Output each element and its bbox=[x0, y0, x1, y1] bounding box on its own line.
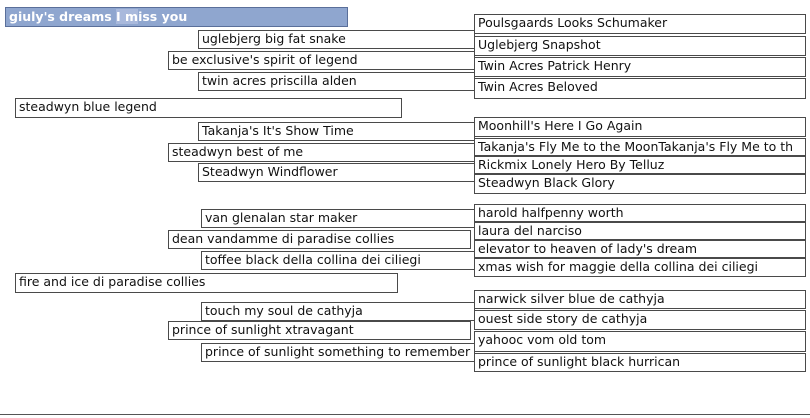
bottom-divider bbox=[0, 414, 810, 415]
sire-name[interactable]: steadwyn blue legend bbox=[15, 98, 402, 118]
root-name-part-2: iss you bbox=[138, 9, 188, 24]
dsdd-name[interactable]: xmas wish for maggie della collina dei ciliegi bbox=[474, 258, 806, 277]
dsds-name[interactable]: elevator to heaven of lady's dream bbox=[474, 240, 806, 258]
dam-dam-name[interactable]: prince of sunlight xtravagant bbox=[168, 321, 471, 340]
sdd-name[interactable]: Steadwyn Windflower bbox=[198, 163, 475, 182]
ddds-name[interactable]: yahooc vom old tom bbox=[474, 331, 806, 352]
sss-name[interactable]: uglebjerg big fat snake bbox=[198, 30, 475, 49]
ssdd-name[interactable]: Twin Acres Beloved bbox=[474, 78, 806, 99]
sddd-name[interactable]: Steadwyn Black Glory bbox=[474, 174, 806, 194]
dds-name[interactable]: touch my soul de cathyja bbox=[201, 302, 475, 321]
ddss-name[interactable]: narwick silver blue de cathyja bbox=[474, 290, 806, 309]
ddsd-name[interactable]: ouest side story de cathyja bbox=[474, 310, 806, 330]
dsd-name[interactable]: toffee black della collina dei ciliegi bbox=[201, 251, 475, 270]
sdds-name[interactable]: Rickmix Lonely Hero By Telluz bbox=[474, 156, 806, 174]
dsss-name[interactable]: harold halfpenny worth bbox=[474, 204, 806, 222]
sds-name[interactable]: Takanja's It's Show Time bbox=[198, 122, 475, 141]
root-dog-name[interactable] bbox=[5, 7, 348, 27]
dss-name[interactable]: van glenalan star maker bbox=[201, 209, 475, 228]
root-name-selected-text: I m bbox=[116, 9, 139, 24]
dssd-name[interactable]: laura del narciso bbox=[474, 222, 806, 240]
ddd-name[interactable]: prince of sunlight something to remember bbox=[201, 343, 475, 362]
root-name-part-1: giuly's dreams bbox=[9, 9, 117, 24]
ssd-name[interactable]: twin acres priscilla alden bbox=[198, 72, 475, 91]
sire-sire-name[interactable]: be exclusive's spirit of legend bbox=[168, 51, 475, 70]
sdsd-name[interactable]: Takanja's Fly Me to the MoonTakanja's Fly Me to th bbox=[474, 138, 806, 156]
sire-dam-name[interactable]: steadwyn best of me bbox=[168, 143, 475, 162]
dam-name[interactable]: fire and ice di paradise collies bbox=[15, 273, 398, 293]
dddd-name[interactable]: prince of sunlight black hurrican bbox=[474, 353, 806, 372]
ssds-name[interactable]: Twin Acres Patrick Henry bbox=[474, 57, 806, 77]
dam-sire-name[interactable]: dean vandamme di paradise collies bbox=[168, 230, 471, 249]
ssss-name[interactable]: Poulsgaards Looks Schumaker bbox=[474, 14, 806, 34]
sssd-name[interactable]: Uglebjerg Snapshot bbox=[474, 36, 806, 56]
sdss-name[interactable]: Moonhill's Here I Go Again bbox=[474, 117, 806, 137]
